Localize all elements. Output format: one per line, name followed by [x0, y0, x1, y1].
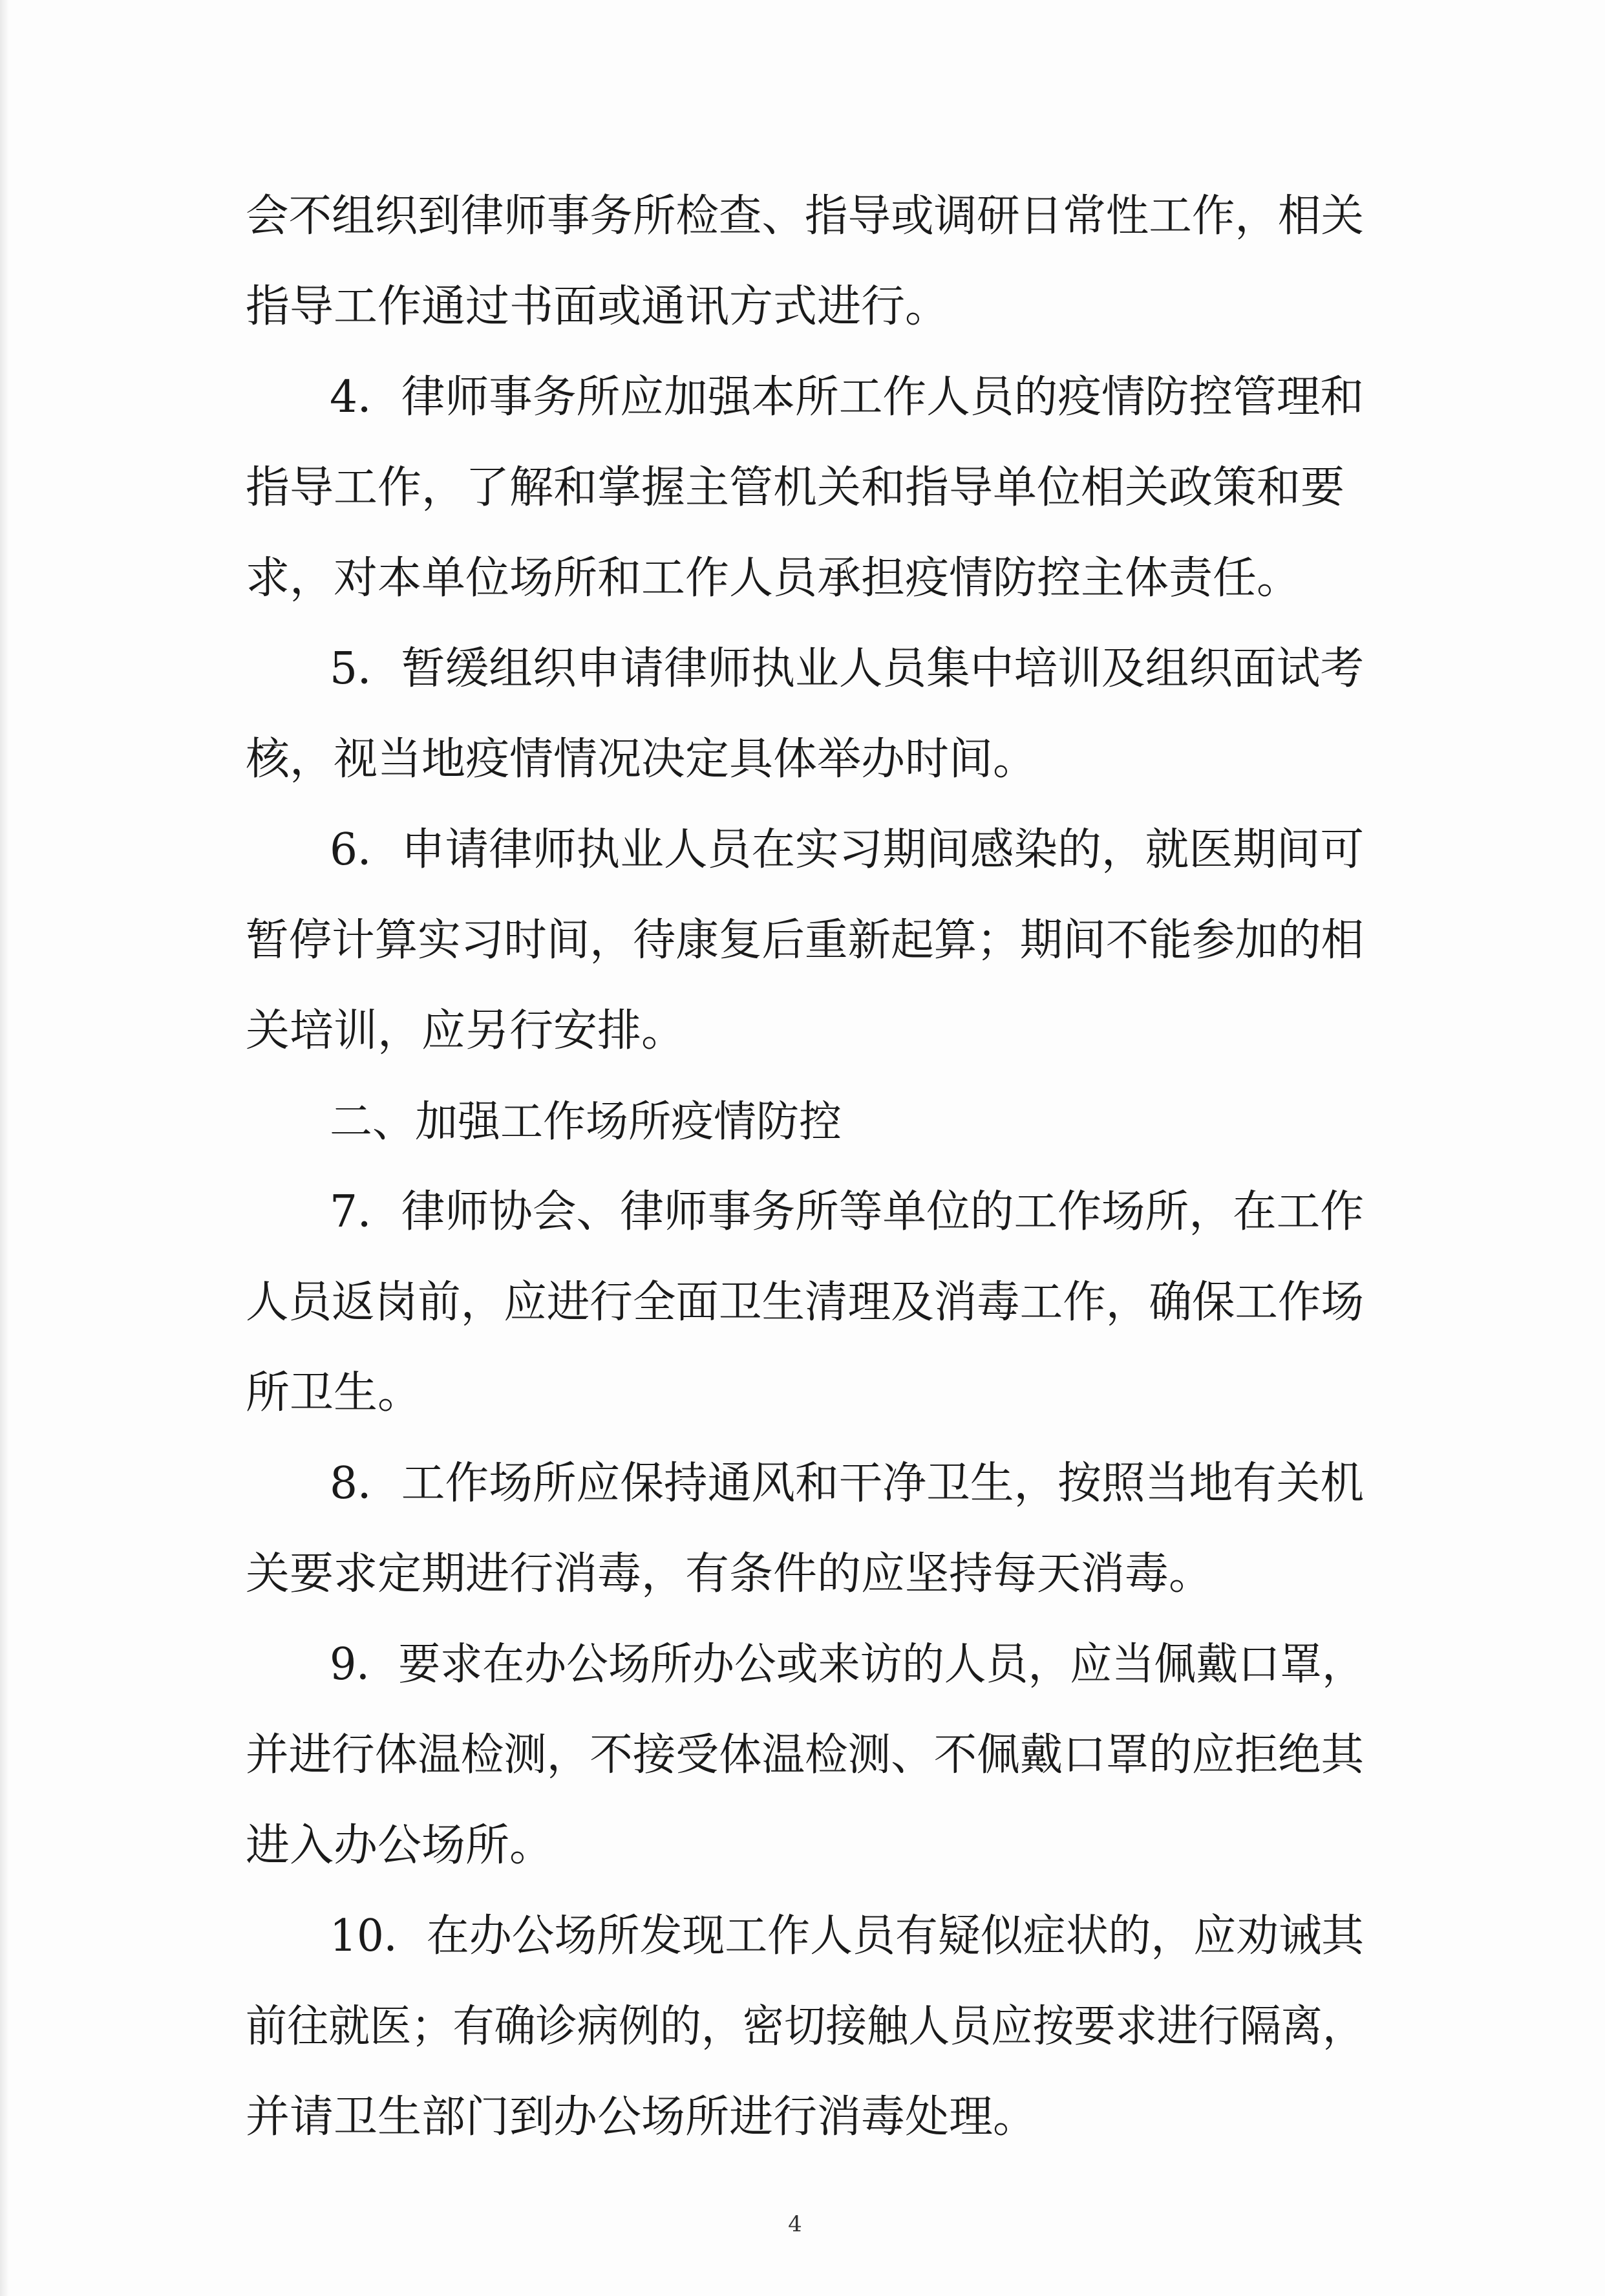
text-line [0, 1539, 1605, 1610]
line-text: 进入办公场所。 [246, 1820, 554, 1871]
line-text: 7．律师协会、律师事务所等单位的工作场所，在工作 [330, 1186, 1365, 1238]
text-line [0, 1810, 1605, 1882]
text-line [0, 1358, 1605, 1429]
text-line [0, 1448, 1605, 1519]
line-text: 4．律师事务所应加强本所工作人员的疫情防控管理和 [330, 372, 1365, 423]
heading-text: 二、加强工作场所疫情防控 [330, 1097, 842, 1146]
text-line [0, 815, 1605, 886]
line-text: 6．申请律师执业人员在实习期间感染的，就医期间可 [330, 824, 1365, 875]
text-line [0, 724, 1605, 795]
text-line [0, 1177, 1605, 1248]
page-number: 4 [788, 2211, 802, 2237]
text-line [0, 543, 1605, 614]
section-heading [0, 1086, 1605, 1157]
line-text: 5．暂缓组织申请律师执业人员集中培训及组织面试考 [330, 643, 1365, 694]
text-line [0, 1267, 1605, 1338]
line-text: 人员返岗前，应进行全面卫生清理及消毒工作，确保工作场 [246, 1277, 1365, 1328]
text-line [0, 634, 1605, 705]
line-text: 求，对本单位场所和工作人员承担疫情防控主体责任。 [246, 553, 1301, 604]
line-text: 并进行体温检测，不接受体温检测、不佩戴口罩的应拒绝其 [246, 1730, 1365, 1781]
text-line [0, 362, 1605, 433]
text-line [0, 181, 1605, 252]
line-text: 前往就医；有确诊病例的，密切接触人员应按要求进行隔离， [246, 2001, 1365, 2052]
line-text: 关培训，应另行安排。 [246, 1005, 686, 1057]
line-text: 9．要求在办公场所办公或来访的人员，应当佩戴口罩， [330, 1639, 1365, 1690]
text-line [0, 996, 1605, 1067]
text-line [0, 1901, 1605, 1972]
text-line [0, 905, 1605, 976]
line-text: 指导工作，了解和掌握主管机关和指导单位相关政策和要 [246, 462, 1345, 513]
line-text: 8．工作场所应保持通风和干净卫生，按照当地有关机 [330, 1458, 1365, 1509]
text-line [0, 1720, 1605, 1791]
text-line [0, 1629, 1605, 1701]
line-text: 核，视当地疫情情况决定具体举办时间。 [246, 734, 1037, 785]
text-line [0, 453, 1605, 524]
line-text: 指导工作通过书面或通讯方式进行。 [246, 281, 950, 332]
line-text: 会不组织到律师事务所检查、指导或调研日常性工作，相关 [246, 191, 1365, 242]
text-line [0, 1991, 1605, 2063]
line-text: 暂停计算实习时间，待康复后重新起算；期间不能参加的相 [246, 915, 1365, 966]
line-text: 所卫生。 [246, 1368, 422, 1419]
text-line [0, 272, 1605, 343]
line-text: 并请卫生部门到办公场所进行消毒处理。 [246, 2092, 1037, 2143]
line-text: 10．在办公场所发现工作人员有疑似症状的，应劝诫其 [330, 1911, 1365, 1962]
text-line [0, 2082, 1605, 2153]
line-text: 关要求定期进行消毒，有条件的应坚持每天消毒。 [246, 1549, 1213, 1600]
